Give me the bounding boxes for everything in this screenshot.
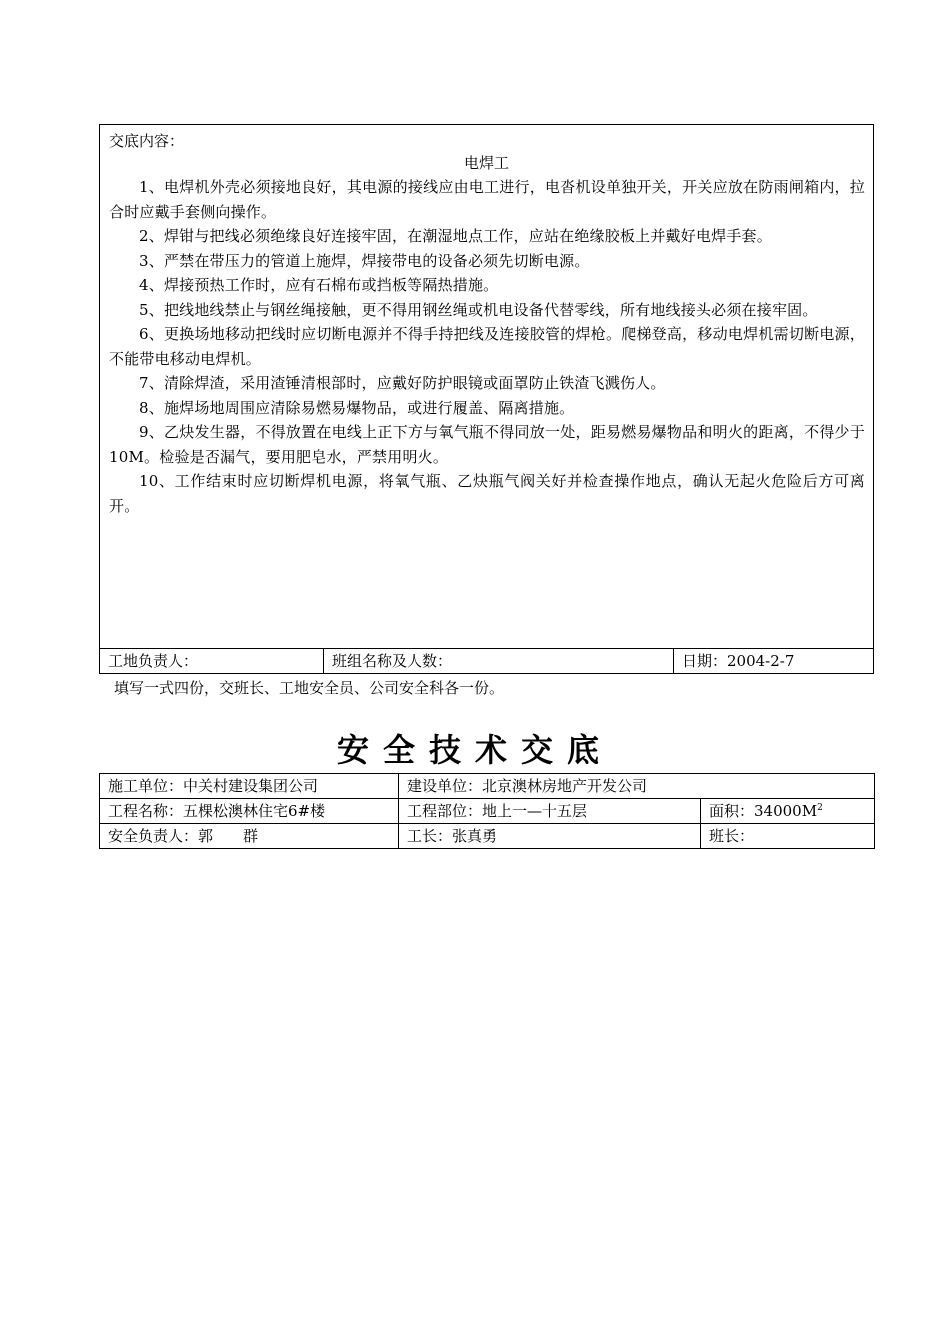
form-title: 安全技术交底 bbox=[336, 731, 613, 769]
safety-item: 9、乙炔发生器，不得放置在电线上正下方与氧气瓶不得同放一处，距易燃易爆物品和明火的距离，不得少于10M。检验是否漏气，要用肥皂水，严禁用明火。 bbox=[109, 423, 865, 466]
safety-item: 4、焊接预热工作时，应有石棉布或挡板等隔热措施。 bbox=[139, 276, 499, 294]
safety-lead-cell: 安全负责人：郭 群 bbox=[100, 824, 399, 849]
construction-unit-cell: 施工单位：中关村建设集团公司 bbox=[100, 774, 399, 799]
team-leader-cell: 班长： bbox=[701, 824, 875, 849]
date-field: 日期：2004-2-7 bbox=[682, 652, 795, 670]
table-row bbox=[100, 774, 875, 799]
site-manager-field: 工地负责人： bbox=[100, 649, 324, 673]
safety-item: 7、清除焊渣，采用渣锤清根部时，应戴好防护眼镜或面罩防止铁渣飞溅伤人。 bbox=[139, 374, 666, 392]
team-name-count-field: 班组名称及人数： bbox=[324, 649, 674, 673]
safety-item: 3、严禁在带压力的管道上施焊，焊接带电的设备必须先切断电源。 bbox=[139, 251, 590, 270]
distribution-note: 填写一式四份，交班长、工地安全员、公司安全科各一份。 bbox=[114, 679, 505, 697]
area-value: 面积：34000M bbox=[709, 802, 818, 820]
safety-item: 10、工作结束时应切断焊机电源，将氧气瓶、乙炔瓶气阀关好并检查操作地点，确认无起火危险后方可离开。 bbox=[109, 472, 865, 515]
table-row bbox=[100, 824, 875, 849]
foreman-cell: 工长：张真勇 bbox=[399, 824, 701, 849]
area-cell bbox=[701, 799, 875, 824]
project-part-cell: 工程部位：地上一—十五层 bbox=[399, 799, 701, 824]
client-unit-cell: 建设单位：北京澳林房地产开发公司 bbox=[399, 774, 875, 799]
safety-item: 1、电焊机外壳必须接地良好，其电源的接线应由电工进行，电沓机设单独开关，开关应放在防雨闸箱内，拉合时应戴手套侧向操作。 bbox=[109, 178, 865, 221]
safety-item: 8、施焊场地周围应清除易燃易爆物品，或进行履盖、隔离措施。 bbox=[139, 398, 575, 417]
safety-item: 2、焊钳与把线必须绝缘良好连接牢固，在潮湿地点工作，应站在绝缘胶板上并戴好电焊手套。 bbox=[139, 227, 772, 245]
safety-item: 5、把线地线禁止与钢丝绳接触，更不得用钢丝绳或机电设备代替零线，所有地线接头必须在接牢固。 bbox=[139, 300, 818, 319]
project-info-table bbox=[99, 773, 875, 849]
disclosure-content-box bbox=[99, 124, 874, 649]
signoff-row bbox=[99, 648, 874, 674]
safety-items-list bbox=[109, 175, 865, 518]
table-row bbox=[100, 799, 875, 824]
content-title: 电焊工 bbox=[463, 154, 509, 172]
safety-item: 6、更换场地移动把线时应切断电源并不得手持把线及连接胶管的焊枪。爬梯登高，移动电焊机需切断电源，不能带电移动电焊机。 bbox=[109, 325, 865, 368]
content-label: 交底内容： bbox=[109, 132, 185, 150]
project-name-cell: 工程名称：五棵松澳林住宅6#楼 bbox=[100, 799, 399, 824]
area-unit-superscript: 2 bbox=[817, 803, 823, 813]
